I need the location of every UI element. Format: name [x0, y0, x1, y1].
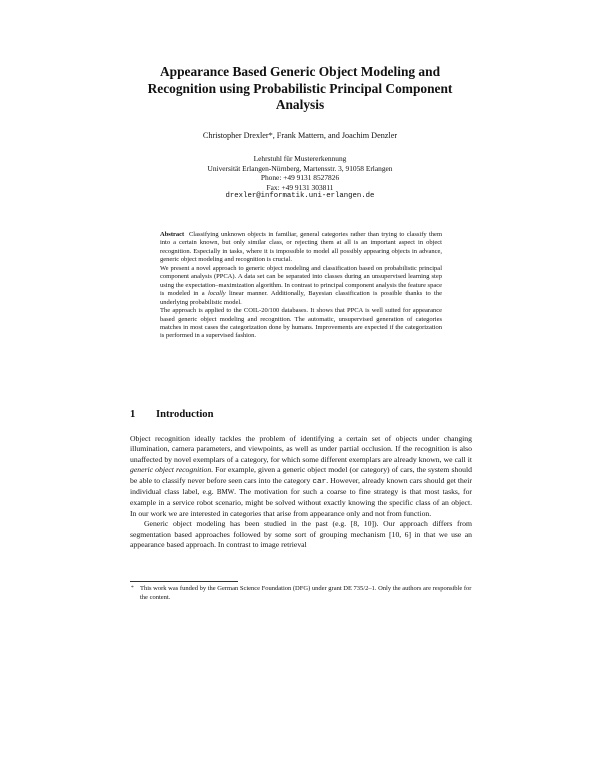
title-line: Recognition using Probabilistic Principal Component — [147, 80, 453, 96]
body-text — [130, 434, 472, 550]
phone-line: Phone: +49 9131 8527826 — [260, 173, 340, 183]
author-list: Christopher Drexler*, Frank Mattern, and Joachim Denzler — [202, 131, 398, 140]
affiliation-block — [0, 154, 600, 202]
affiliation-line: Universität Erlangen-Nürnberg, Martensstr. 3, 91058 Erlangen — [207, 163, 393, 173]
abstract-paragraph — [160, 231, 442, 265]
fax-line: Fax: +49 9131 303811 — [266, 182, 334, 192]
footnote — [130, 585, 472, 602]
section-number: 1 — [130, 409, 136, 420]
footnote-text: This work was funded by the German Science Foundation (DFG) under grant DE 735/2–1. Only the authors are responsible for the content. — [140, 585, 472, 601]
affiliation-line: Lehrstuhl für Mustererkennung — [253, 154, 347, 163]
body-text-run: . The motivation for such a coarse to fine strategy is that most tasks, for example in a service robot scenario, might be solved without exactly knowing the specific class of an object. In our work we are interested in categories that arise from appearance only and not from function. — [130, 487, 472, 518]
body-text-run: Object recognition ideally tackles the problem of identifying a certain set of objects under changing illumination, camera parameters, and viewpoints, as well as under partial occlusion. If the recognition is also unaffected by novel exemplars of a category, for which some different exemplars are already known, we call it — [130, 434, 472, 464]
footnote-divider — [130, 581, 238, 582]
emphasis: generic object recognition — [130, 465, 212, 475]
section-heading — [130, 409, 214, 420]
inline-code: car — [312, 477, 327, 486]
title-line: Analysis — [275, 97, 325, 112]
footnote-mark: * — [131, 585, 134, 591]
email-address: drexler@informatik.uni-erlangen.de — [225, 192, 375, 201]
inline-smallcaps: BMW — [216, 489, 235, 497]
section-title: Introduction — [156, 409, 214, 420]
abstract-text: Classifying unknown objects in familiar, general categories rather than trying to classify them into a certain known, but only similar class, or rejecting them at all is an important aspect in object recognition. Especially in tasks, where it is impossible to model all possibly appearing objects in advance, generic object modeling and recognition is crucial. — [160, 231, 442, 264]
title-line: Appearance Based Generic Object Modeling and — [159, 64, 441, 79]
body-text-run: . For example, given a generic object model (or category) of cars, the system should be able to classify never before seen cars into the category — [130, 465, 472, 485]
body-text-run: . However, already known cars should get their individual class label, e.g. — [130, 475, 472, 497]
abstract — [160, 231, 442, 341]
abstract-heading: Abstract — [160, 231, 185, 238]
body-paragraph: Generic object modeling has been studied in the past (e.g. [8, 10]). Our approach differs from segmentation based approaches followed by some sort of grouping mechanism [10, 6] in that we use an appearance based approach. In contrast to image retrieval — [130, 519, 472, 550]
abstract-paragraph: The approach is applied to the COIL-20/100 databases. It shows that PPCA is well suited for appearance based generic object modeling and recognition. The automatic, unsupervised generation of categories matches in most cases the categorization done by humans. Improvements are expected if the categorization is performed in a supervised fashion. — [160, 307, 442, 340]
abstract-text: We present a novel approach to generic object modeling and classification based on probabilistic principal component analysis (PPCA). A data set can be separated into classes during an unsupervised learning step using the expectation–maximization algorithm. In contrast to principal component analysis the feature space is modeled in a — [160, 264, 442, 298]
emphasis: locally — [207, 290, 226, 298]
paper-title — [120, 64, 480, 114]
abstract-text: linear manner. Additionally, Bayesian classification is possible thanks to the underlying probabilistic model. — [160, 290, 442, 306]
abstract-paragraph — [160, 265, 442, 307]
body-paragraph — [130, 434, 472, 519]
